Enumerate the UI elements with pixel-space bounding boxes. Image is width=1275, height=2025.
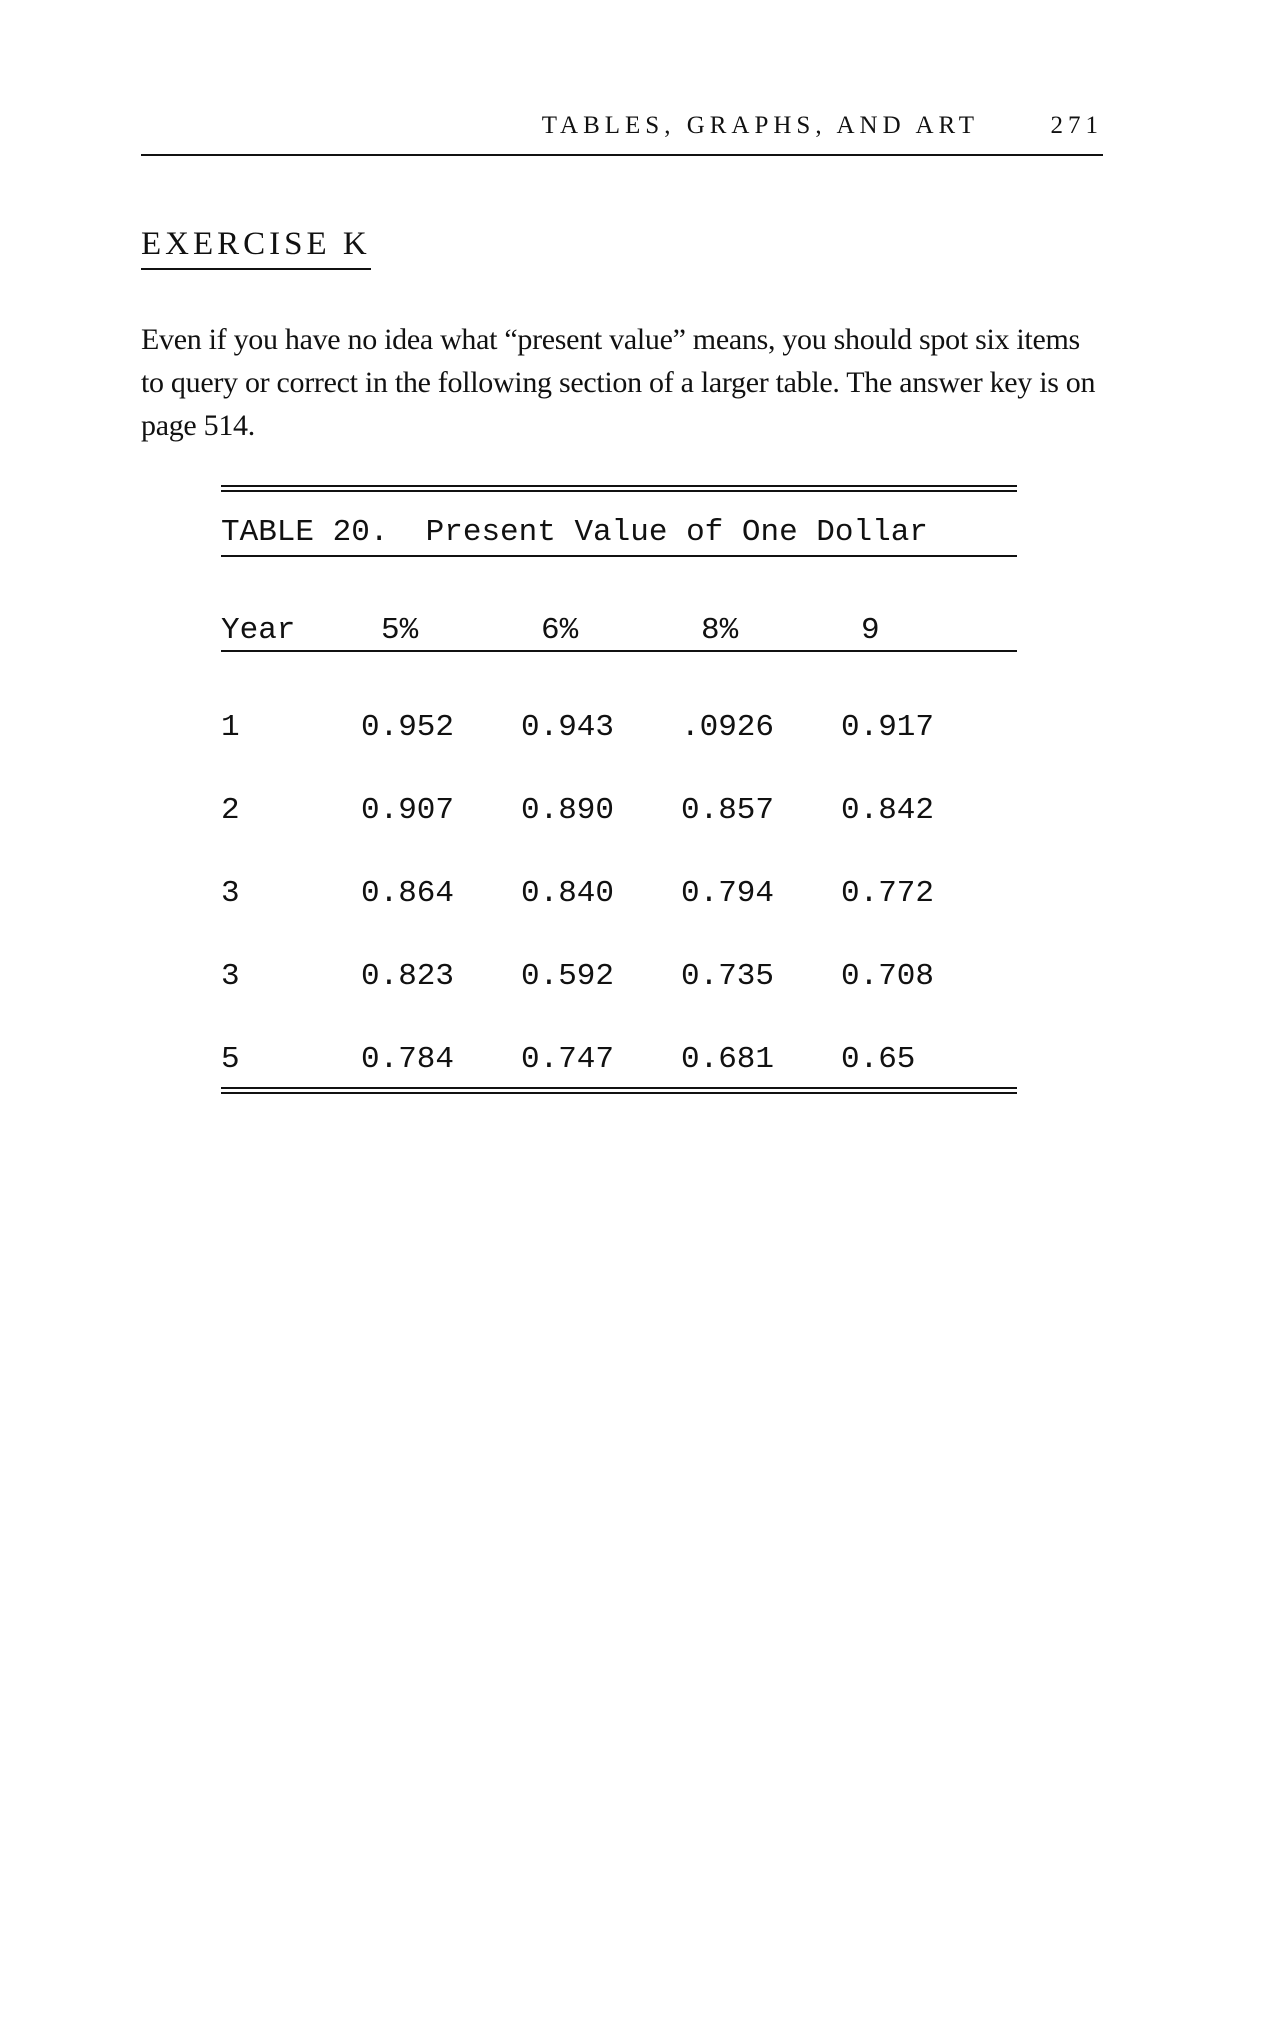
table-cell: 0.857	[681, 793, 775, 828]
table-cell: 0.943	[521, 710, 615, 745]
table-cell: 0.907	[361, 793, 455, 828]
column-header-9: 9	[861, 613, 880, 648]
table-cell: 0.952	[361, 710, 455, 745]
table-cell: 0.65	[841, 1042, 916, 1077]
table-cell: 0.840	[521, 876, 615, 911]
table-cell: .0926	[681, 710, 775, 745]
table-cell: 0.890	[521, 793, 615, 828]
table-cell: 0.747	[521, 1042, 615, 1077]
exercise-heading: EXERCISE K	[141, 226, 371, 270]
table-row	[221, 959, 1017, 999]
table-cell: 0.772	[841, 876, 935, 911]
table-title-rule	[221, 555, 1017, 557]
table-row	[221, 710, 1017, 750]
running-header-title: TABLES, GRAPHS, AND ART	[541, 112, 979, 139]
table-cell: 0.917	[841, 710, 935, 745]
exercise-instructions: Even if you have no idea what “present value” means, you should spot six items to query or correct in the following section of a larger table. The answer key is on page 514.	[141, 323, 1096, 442]
table-row	[221, 1042, 1017, 1082]
table-cell-year: 3	[221, 959, 240, 994]
present-value-table	[221, 485, 1017, 1077]
column-header-6pct: 6%	[541, 613, 579, 648]
table-cell: 0.735	[681, 959, 775, 994]
table-cell: 0.784	[361, 1042, 455, 1077]
column-header-8pct: 8%	[701, 613, 739, 648]
table-header-row	[221, 613, 1017, 653]
table-title: TABLE 20. Present Value of One Dollar	[221, 515, 928, 550]
table-top-rule	[221, 485, 1017, 492]
table-row	[221, 876, 1017, 916]
table-cell: 0.592	[521, 959, 615, 994]
table-cell: 0.681	[681, 1042, 775, 1077]
table-header-rule	[221, 650, 1017, 652]
table-cell: 0.842	[841, 793, 935, 828]
table-cell-year: 5	[221, 1042, 240, 1077]
page-number: 271	[1050, 112, 1103, 139]
table-bottom-rule	[221, 1087, 1017, 1094]
table-row	[221, 793, 1017, 833]
column-header-5pct: 5%	[381, 613, 419, 648]
table-cell-year: 2	[221, 793, 240, 828]
running-header	[141, 108, 1103, 156]
table-cell-year: 1	[221, 710, 240, 745]
table-cell: 0.708	[841, 959, 935, 994]
table-cell: 0.794	[681, 876, 775, 911]
table-cell: 0.823	[361, 959, 455, 994]
column-header-year: Year	[221, 613, 296, 648]
table-cell-year: 3	[221, 876, 240, 911]
table-cell: 0.864	[361, 876, 455, 911]
